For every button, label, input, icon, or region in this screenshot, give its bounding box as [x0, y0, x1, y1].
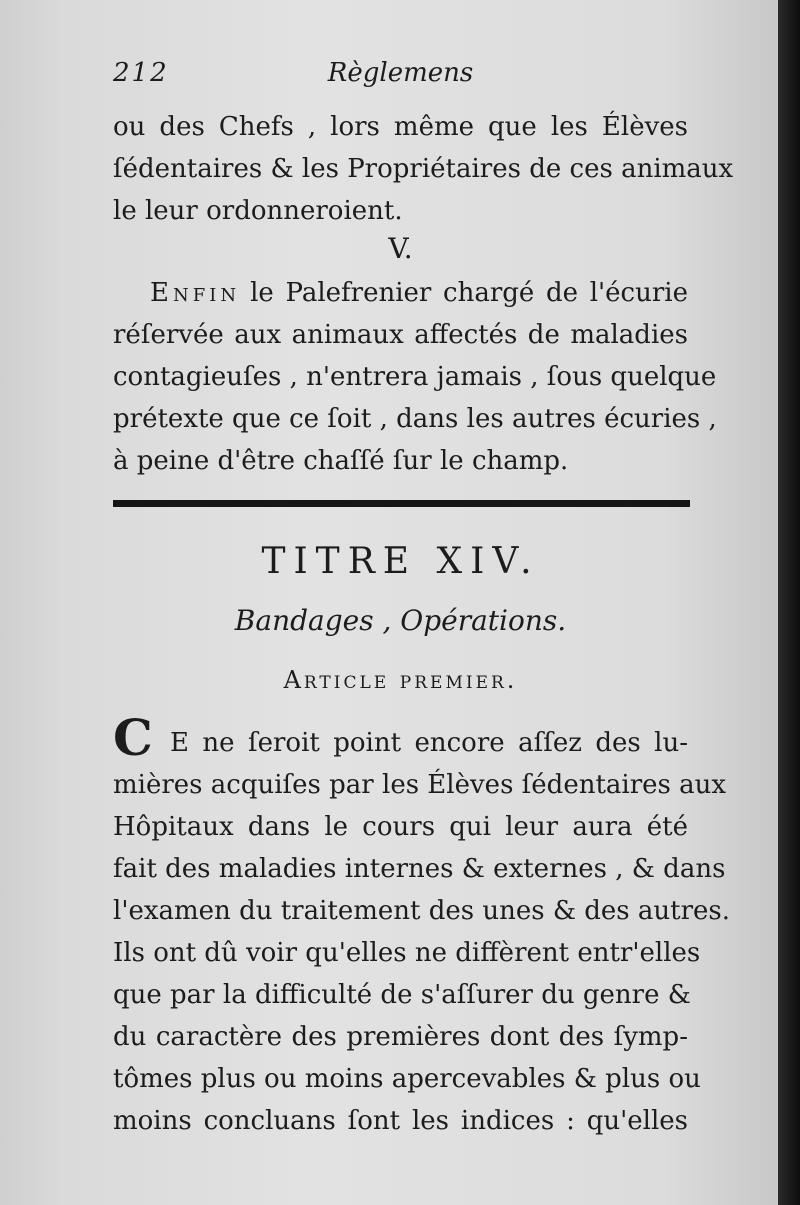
text-line: que par la difficulté de s'aſſurer du genre &	[113, 980, 691, 1010]
section-rule	[113, 500, 690, 507]
text-line	[150, 278, 688, 308]
page-edge	[778, 0, 800, 1205]
text-line: réſervée aux animaux affectés de maladies	[113, 320, 688, 350]
text-line: fait des maladies internes & externes , & dans	[113, 854, 726, 884]
article-number: V.	[388, 232, 413, 265]
title-subtitle: Bandages , Opérations.	[234, 604, 567, 637]
text-line: le leur ordonneroient.	[113, 196, 403, 226]
text-line: du caractère des premières dont des ſymp-	[113, 1022, 688, 1052]
title-heading: TITRE XIV.	[261, 541, 540, 582]
text-line: Hôpitaux dans le cours qui leur aura été	[113, 812, 688, 842]
text-line: tômes plus ou moins apercevables & plus ou	[113, 1064, 701, 1094]
text-line: ſédentaires & les Propriétaires de ces animaux	[113, 154, 734, 184]
article-lead-word: Enfin	[150, 278, 241, 308]
article-heading: Article premier.	[283, 666, 518, 694]
text-line: contagieuſes , n'entrera jamais , ſous quelque	[113, 362, 717, 392]
text-line: l'examen du traitement des unes & des autres.	[113, 896, 731, 926]
text-line: prétexte que ce ſoit , dans les autres écuries ,	[113, 404, 717, 434]
text-line: ou des Chefs , lors même que les Élèves	[113, 112, 688, 142]
text-line: E ne ſeroit point encore aſſez des lu-	[170, 728, 688, 758]
text-line: à peine d'être chaſſé ſur le champ.	[113, 446, 569, 476]
text-line: mières acquiſes par les Élèves ſédentaires aux	[113, 770, 727, 800]
text-line: Ils ont dû voir qu'elles ne diffèrent entr'elles	[113, 938, 701, 968]
text-line-rest: le Palefrenier chargé de l'écurie	[250, 278, 688, 308]
running-title: Règlemens	[327, 58, 474, 88]
drop-cap: C	[113, 708, 153, 767]
text-line: moins concluans ſont les indices : qu'elles	[113, 1106, 688, 1136]
page-number: 212	[113, 58, 169, 88]
